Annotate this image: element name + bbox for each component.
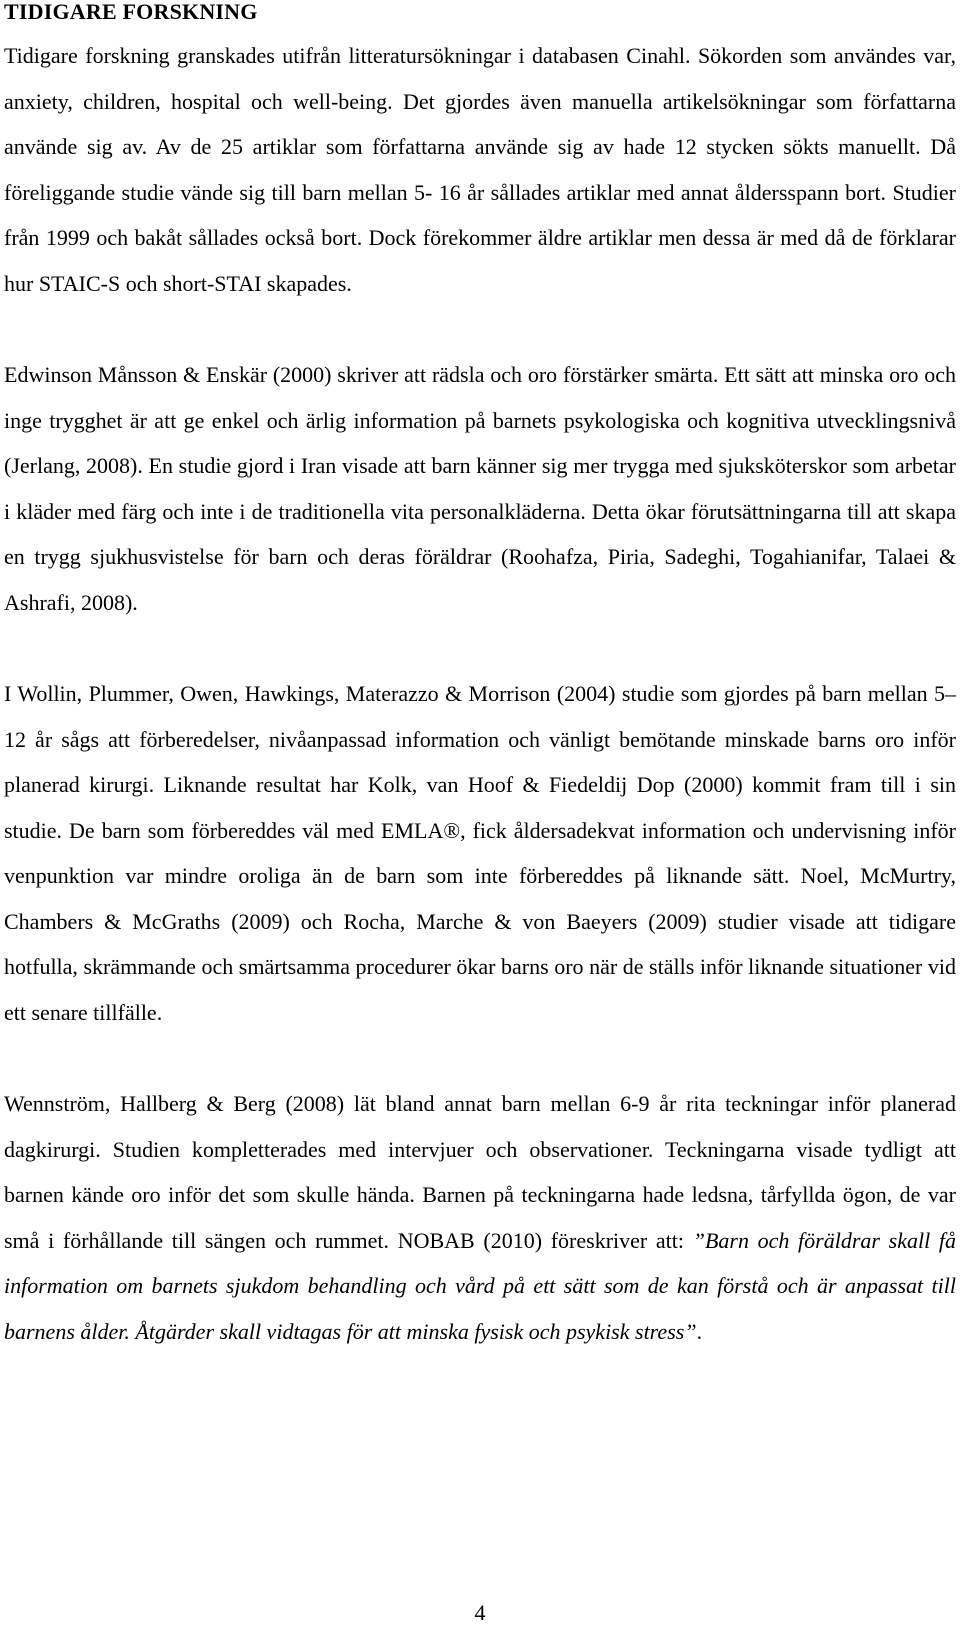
- paragraph-drawings-text: Wennström, Hallberg & Berg (2008) lät bland annat barn mellan 6-9 år rita teckningar inför planerad dagkirurgi. Studien kompletterades med intervjuer och observationer. Teckningarna visade tydligt att barnen kände oro inför det som skulle hända. Barnen på teckningarna hade ledsna, tårfyllda ögon, de var små i förhållande till sängen och rummet. NOBAB (2010) föreskriver att:: [4, 1091, 956, 1253]
- paragraph-spacer: [4, 306, 956, 352]
- nobab-quote: ”Barn och föräldrar skall få information om barnets sjukdom behandling och vård på ett sätt som de kan förstå och är anpassat till barnens ålder. Åtgärder skall vidtagas för att minska fysisk och psykisk stress”: [4, 1227, 956, 1344]
- paragraph-preparation-studies: I Wollin, Plummer, Owen, Hawkings, Materazzo & Morrison (2004) studie som gjordes på barn mellan 5–12 år sågs att förberedelser, nivåanpassad information och vänligt bemötande minskade barns oro inför planerad kirurgi. Liknande resultat har Kolk, van Hoof & Fiedeldij Dop (2000) kommit fram till i sin studie. De barn som förbereddes väl med EMLA®, fick åldersadekvat information och undervisning inför venpunktion var mindre oroliga än de barn som inte förbereddes på liknande sätt. Noel, McMurtry, Chambers & McGraths (2009) och Rocha, Marche & von Baeyers (2009) studier visade att tidigare hotfulla, skrämmande och smärtsamma procedurer ökar barns oro när de ställs inför liknande situationer vid ett senare tillfälle.: [4, 681, 956, 1025]
- paragraph-spacer: [4, 625, 956, 671]
- paragraph-search-method: Tidigare forskning granskades utifrån litteratursökningar i databasen Cinahl. Sökorden som användes var, anxiety, children, hospital och well-being. Det gjordes även manuella artikelsökningar som författarna använde sig av. Av de 25 artiklar som författarna använde sig av hade 12 stycken sökts manuellt. Då föreliggande studie vände sig till barn mellan 5- 16 år sållades artiklar med annat åldersspann bort. Studier från 1999 och bakåt sållades också bort. Dock förekommer äldre artiklar men dessa är med då de förklarar hur STAIC-S och short-STAI skapades.: [4, 43, 956, 296]
- paragraph-fear-and-worry: Edwinson Månsson & Enskär (2000) skriver att rädsla och oro förstärker smärta. Ett sätt att minska oro och inge trygghet är att ge enkel och ärlig information på barnets psykologiska och kognitiva utvecklingsnivå (Jerlang, 2008). En studie gjord i Iran visade att barn känner sig mer trygga med sjuksköterskor som arbetar i kläder med färg och inte i de traditionella vita personalkläderna. Detta ökar förutsättningarna till att skapa en trygg sjukhusvistelse för barn och deras föräldrar (Roohafza, Piria, Sadeghi, Togahianifar, Talaei & Ashrafi, 2008).: [4, 362, 956, 615]
- paragraph-end-punctuation: .: [696, 1318, 703, 1344]
- paragraph-drawings-study: [4, 1081, 956, 1354]
- document-page: [4, 0, 956, 1354]
- section-heading: TIDIGARE FORSKNING: [4, 0, 258, 24]
- page-number: 4: [474, 1600, 486, 1625]
- paragraph-spacer: [4, 1035, 956, 1081]
